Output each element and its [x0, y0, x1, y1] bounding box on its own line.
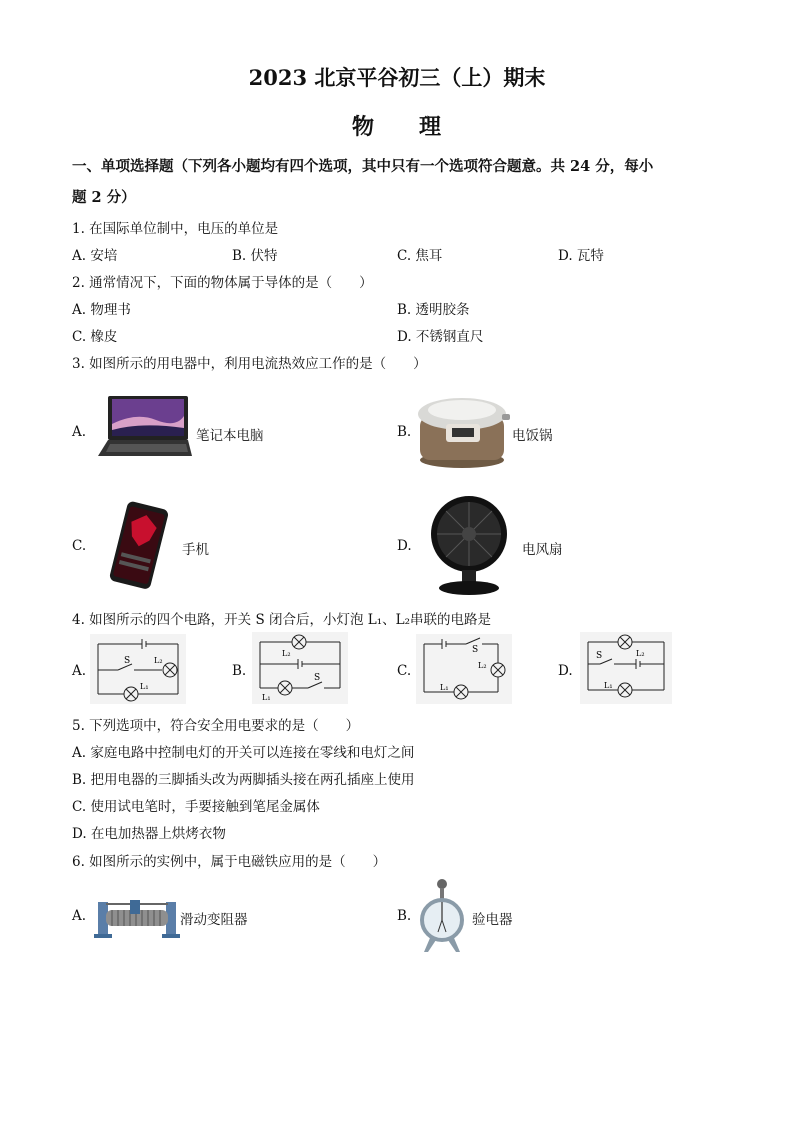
- circuit-diagram-d: [580, 632, 672, 704]
- q3-letter-a: A.: [72, 424, 87, 440]
- lamp-l2-label-c: L₂: [478, 661, 487, 670]
- q3-label-c: 手机: [182, 542, 209, 558]
- q2-option-a: A. 物理书: [72, 302, 131, 318]
- q5-option-a: A. 家庭电路中控制电灯的开关可以连接在零线和电灯之间: [72, 745, 415, 761]
- switch-label-b: S: [314, 673, 321, 683]
- q3-letter-c: C.: [72, 538, 87, 554]
- circuit-diagram-b: [252, 632, 348, 704]
- q6-label-a: 滑动变阻器: [180, 912, 248, 928]
- q6-letter-b: B.: [397, 908, 412, 924]
- laptop-image: [96, 394, 192, 460]
- q5-option-d: D. 在电加热器上烘烤衣物: [72, 826, 226, 842]
- switch-label-a: S: [124, 656, 131, 666]
- lamp-l1-label-d: L₁: [604, 681, 613, 690]
- question-4-stem: 4. 如图所示的四个电路，开关 S 闭合后，小灯泡 L₁、L₂串联的电路是: [72, 612, 492, 628]
- electroscope-image: [414, 878, 470, 956]
- lamp-l2-label-d: L₂: [636, 649, 645, 658]
- switch-label-c: S: [472, 645, 479, 655]
- q5-option-b: B. 把用电器的三脚插头改为两脚插头接在两孔插座上使用: [72, 772, 415, 788]
- section-heading-line1: 一、单项选择题（下列各小题均有四个选项，其中只有一个选项符合题意。共 24 分，每小: [72, 158, 654, 175]
- q6-label-b: 验电器: [472, 912, 513, 928]
- circuit-diagram-a: [90, 634, 186, 704]
- q4-letter-b: B.: [232, 663, 247, 679]
- lamp-l1-label-c: L₁: [440, 683, 449, 692]
- q3-letter-d: D.: [397, 538, 412, 554]
- q1-option-c: C. 焦耳: [397, 248, 443, 264]
- q1-option-b: B. 伏特: [232, 248, 278, 264]
- q2-option-c: C. 橡皮: [72, 329, 118, 345]
- switch-label-d: S: [596, 651, 603, 661]
- q4-letter-a: A.: [72, 663, 87, 679]
- subject-char-2: 理: [419, 114, 443, 140]
- rice-cooker-image: [416, 390, 510, 470]
- question-1-stem: 1. 在国际单位制中，电压的单位是: [72, 221, 279, 237]
- q2-option-d: D. 不锈钢直尺: [397, 329, 484, 345]
- circuit-diagram-c: [416, 634, 512, 704]
- q3-label-b: 电饭锅: [512, 428, 553, 444]
- phone-image: [96, 500, 180, 590]
- lamp-l2-label-a: L₂: [154, 656, 163, 665]
- q1-option-a: A. 安培: [72, 248, 118, 264]
- q3-label-a: 笔记本电脑: [196, 428, 264, 444]
- section-heading-line2: 题 2 分）: [72, 189, 136, 206]
- q5-option-c: C. 使用试电笔时，手要接触到笔尾金属体: [72, 799, 320, 815]
- lamp-l2-label-b: L₂: [282, 649, 291, 658]
- question-5-stem: 5. 下列选项中，符合安全用电要求的是（ ）: [72, 718, 360, 734]
- lamp-l1-label-a: L₁: [140, 682, 149, 691]
- q1-option-d: D. 瓦特: [558, 248, 604, 264]
- subject-char-1: 物: [351, 114, 375, 140]
- q4-letter-d: D.: [558, 663, 573, 679]
- q4-letter-c: C.: [397, 663, 412, 679]
- electric-fan-image: [424, 494, 514, 596]
- subject-title: [0, 110, 794, 141]
- q3-label-d: 电风扇: [522, 542, 563, 558]
- question-6-stem: 6. 如图所示的实例中，属于电磁铁应用的是（ ）: [72, 854, 387, 870]
- question-3-stem: 3. 如图所示的用电器中，利用电流热效应工作的是（ ）: [72, 356, 427, 372]
- q3-letter-b: B.: [397, 424, 412, 440]
- q6-letter-a: A.: [72, 908, 87, 924]
- question-2-stem: 2. 通常情况下，下面的物体属于导体的是（ ）: [72, 275, 373, 291]
- q2-option-b: B. 透明胶条: [397, 302, 470, 318]
- lamp-l1-label-b: L₁: [262, 693, 271, 702]
- page-title: 2023 北京平谷初三（上）期末: [248, 65, 546, 90]
- sliding-rheostat-image: [94, 896, 180, 940]
